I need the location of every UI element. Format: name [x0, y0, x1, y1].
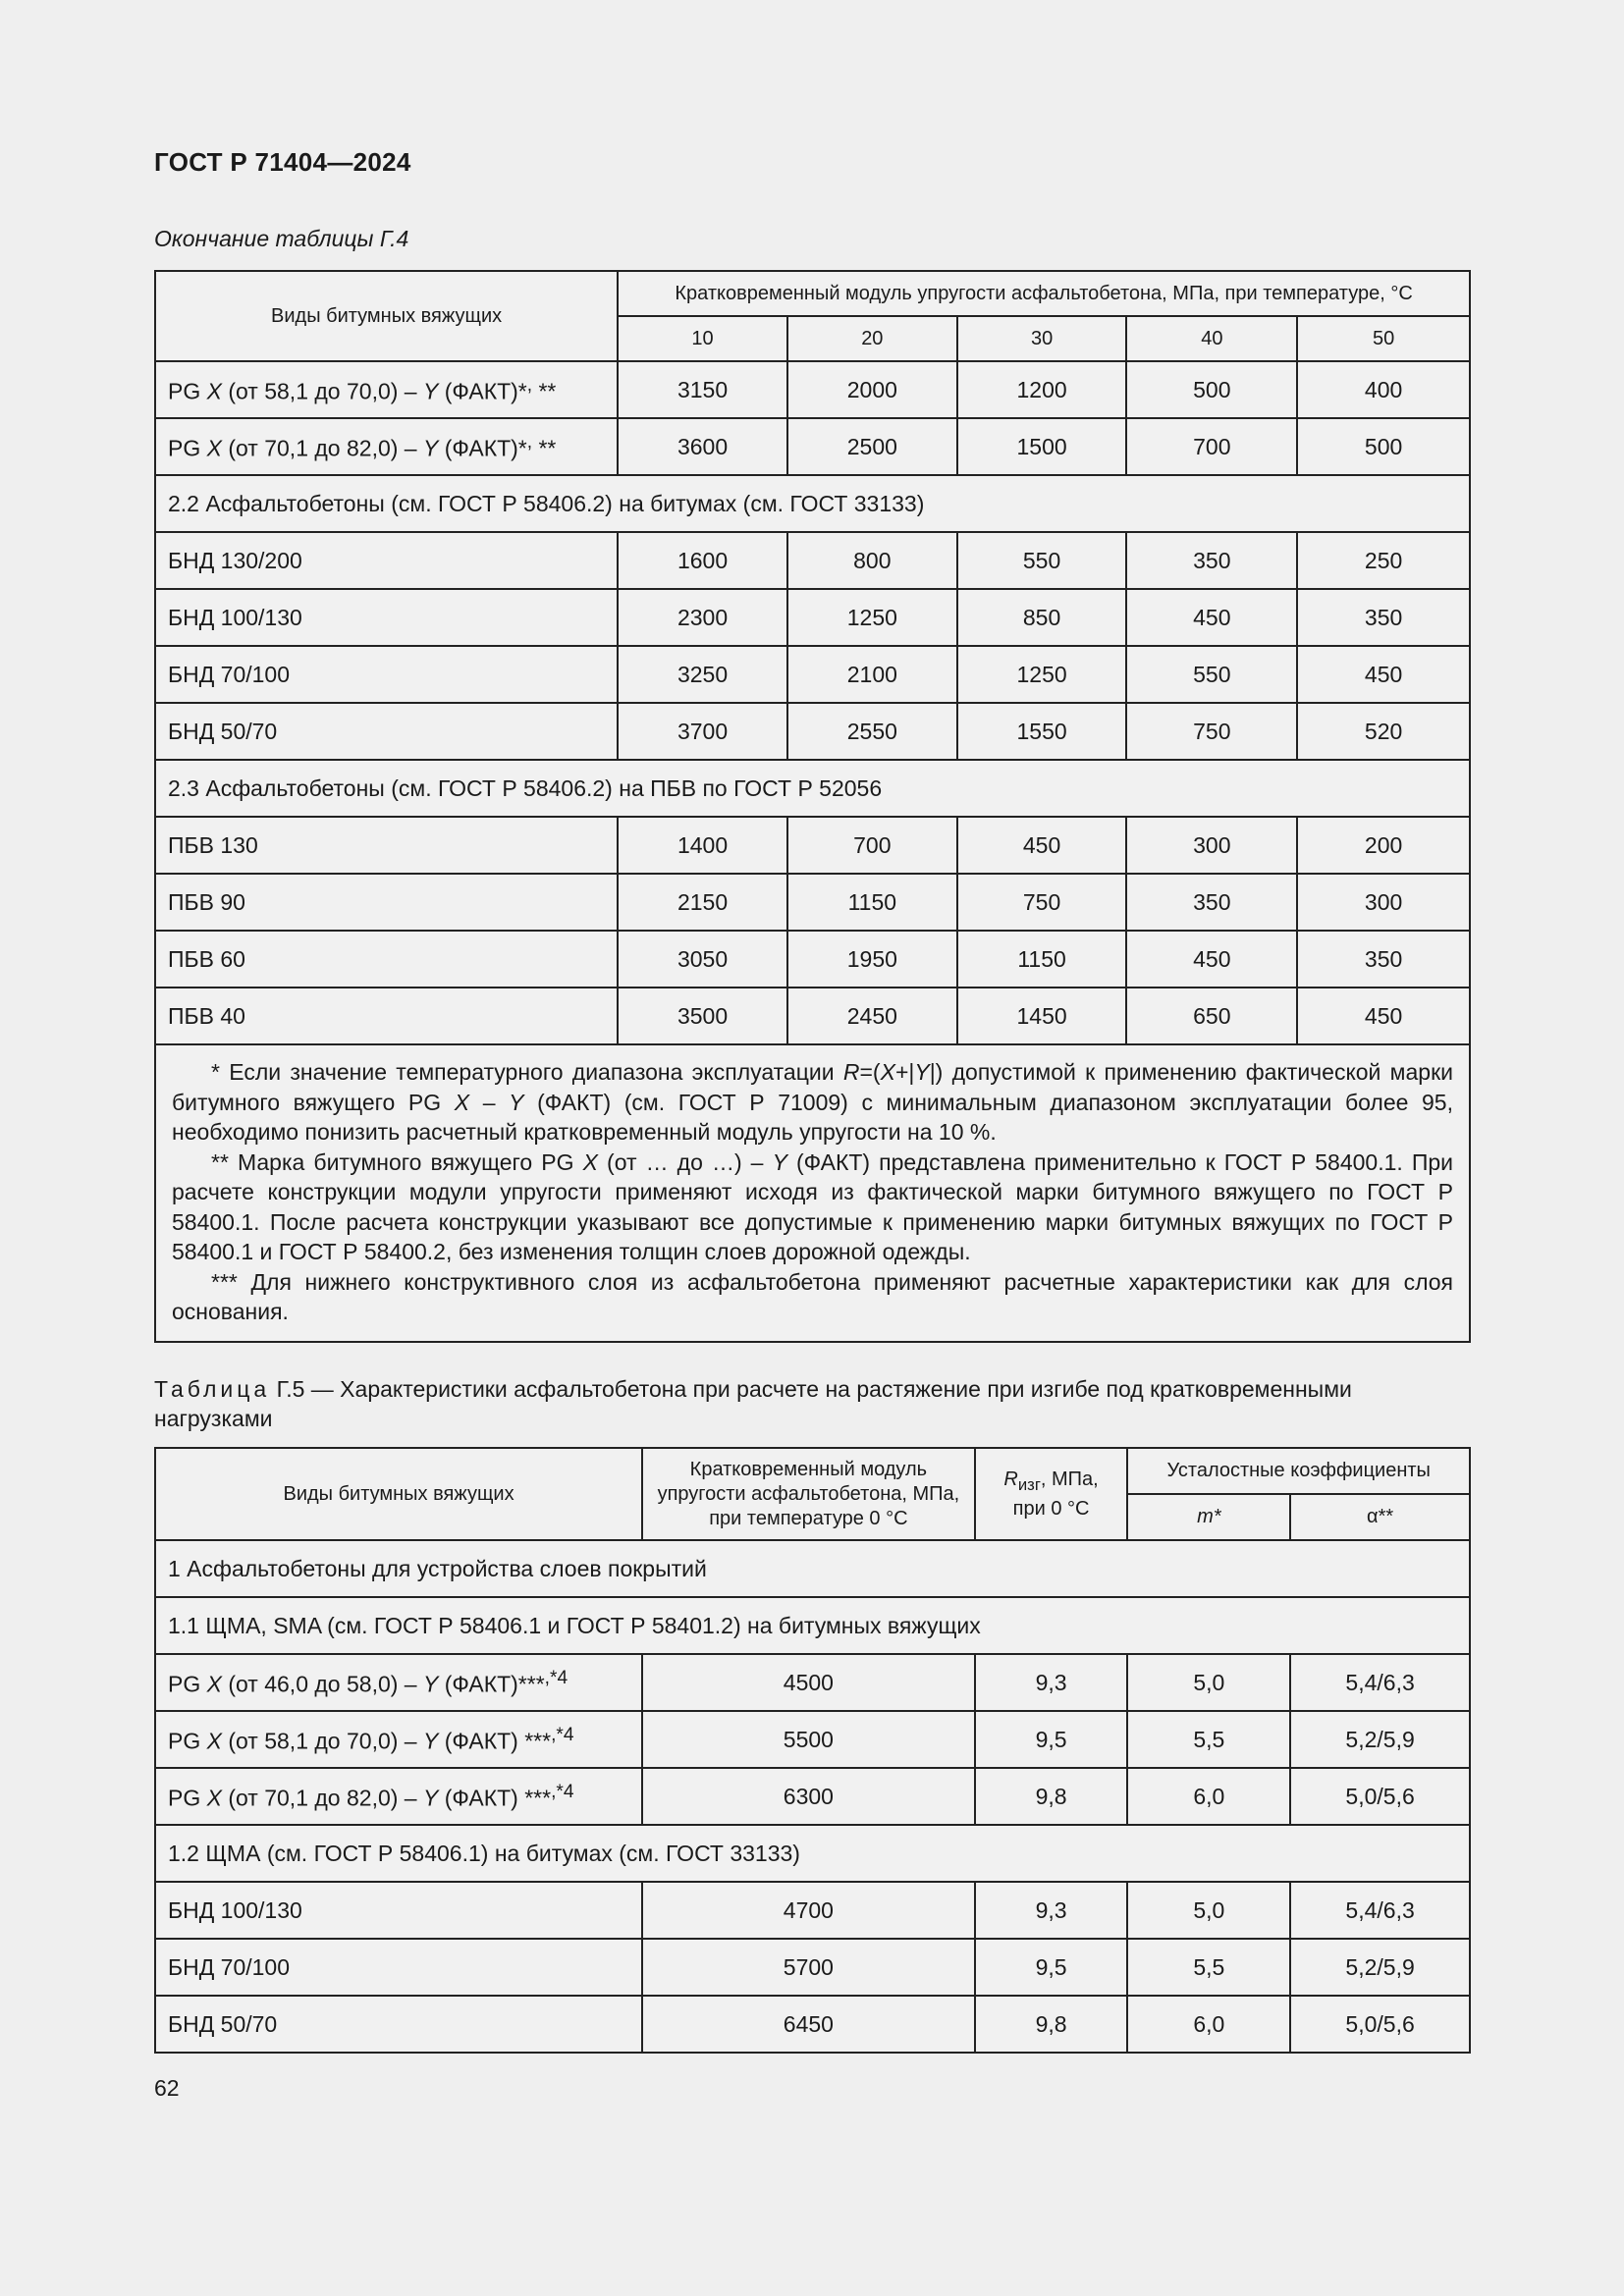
column-header-modulus: Кратковременный модуль упругости асфальтобетона, МПа, при температуре, °С	[618, 271, 1470, 316]
value-cell: 1450	[957, 988, 1127, 1044]
value-cell: 3150	[618, 361, 787, 418]
binder-label: БНД 50/70	[155, 703, 618, 760]
value-cell: 9,8	[975, 1996, 1128, 2053]
binder-label: ПБВ 90	[155, 874, 618, 931]
table-row	[155, 874, 1470, 931]
value-cell: 5,5	[1127, 1939, 1290, 1996]
value-cell: 350	[1297, 931, 1470, 988]
value-cell: 9,5	[975, 1939, 1128, 1996]
value-cell: 3250	[618, 646, 787, 703]
binder-label: PG X (от 70,1 до 82,0) – Y (ФАКТ) ***$^{,*4}$	[155, 1768, 642, 1825]
column-header-modulus: Кратковременный модуль упругости асфальтобетона, МПа, при температуре 0 °С	[642, 1448, 975, 1540]
table-row	[155, 646, 1470, 703]
value-cell: 1400	[618, 817, 787, 874]
temp-header: 10	[618, 316, 787, 361]
value-cell: 450	[957, 817, 1127, 874]
value-cell: 5500	[642, 1711, 975, 1768]
section-header: 2.2 Асфальтобетоны (см. ГОСТ Р 58406.2) на битумах (см. ГОСТ 33133)	[155, 475, 1470, 532]
value-cell: 4700	[642, 1882, 975, 1939]
value-cell: 3600	[618, 418, 787, 475]
column-header-binder: Виды битумных вяжущих	[155, 271, 618, 361]
value-cell: 750	[1126, 703, 1297, 760]
section-header: 1.1 ЩМА, SMA (см. ГОСТ Р 58406.1 и ГОСТ Р 58401.2) на битумных вяжущих	[155, 1597, 1470, 1654]
value-cell: 250	[1297, 532, 1470, 589]
value-cell: 6450	[642, 1996, 975, 2053]
value-cell: 5,2/5,9	[1290, 1939, 1470, 1996]
value-cell: 1600	[618, 532, 787, 589]
page-number: 62	[154, 2075, 180, 2101]
binder-label: БНД 130/200	[155, 532, 618, 589]
value-cell: 450	[1297, 646, 1470, 703]
value-cell: 450	[1297, 988, 1470, 1044]
value-cell: 6,0	[1127, 1768, 1290, 1825]
value-cell: 800	[787, 532, 957, 589]
table-notes	[155, 1044, 1470, 1342]
binder-label: ПБВ 130	[155, 817, 618, 874]
value-cell: 1250	[957, 646, 1127, 703]
value-cell: 9,3	[975, 1654, 1128, 1711]
footnote-1: * Если значение температурного диапазона эксплуатации R=(X+|Y|) допустимой к применению фактической марки битумного вяжущего PG X – Y (ФАКТ) (см. ГОСТ Р 71009) с минимальным диапазоном эксплуатации более 95, необходимо понизить расчетный кратковременный модуль упругости на 10 %.	[172, 1059, 1453, 1145]
table-caption: Окончание таблицы Г.4	[154, 226, 409, 251]
value-cell: 550	[957, 532, 1127, 589]
table-row	[155, 1768, 1470, 1825]
value-cell: 1150	[787, 874, 957, 931]
value-cell: 2100	[787, 646, 957, 703]
column-header-binder: Виды битумных вяжущих	[155, 1448, 642, 1540]
value-cell: 1200	[957, 361, 1127, 418]
value-cell: 9,3	[975, 1882, 1128, 1939]
value-cell: 350	[1297, 589, 1470, 646]
value-cell: 520	[1297, 703, 1470, 760]
footnote-2: ** Марка битумного вяжущего PG X (от … до …) – Y (ФАКТ) представлена применительно к ГОСТ Р 58400.1. При расчете конструкции модули упругости применяют исходя из фактической марки битумного вяжущего по ГОСТ Р 58400.1. После расчета конструкции указывают все допустимые к применению марки битумных вяжущих по ГОСТ Р 58400.1 и ГОСТ Р 58400.2, без изменения толщин слоев дорожной одежды.	[172, 1148, 1454, 1264]
value-cell: 350	[1126, 874, 1297, 931]
table-row	[155, 931, 1470, 988]
value-cell: 700	[1126, 418, 1297, 475]
value-cell: 4500	[642, 1654, 975, 1711]
table-row	[155, 1882, 1470, 1939]
section-header: 1 Асфальтобетоны для устройства слоев покрытий	[155, 1540, 1470, 1597]
value-cell: 700	[787, 817, 957, 874]
temp-header: 50	[1297, 316, 1470, 361]
binder-label: БНД 100/130	[155, 1882, 642, 1939]
value-cell: 1500	[957, 418, 1127, 475]
modulus-table	[154, 270, 1471, 1343]
column-header-alpha: α**	[1290, 1494, 1470, 1540]
value-cell: 500	[1126, 361, 1297, 418]
value-cell: 2300	[618, 589, 787, 646]
table-row	[155, 589, 1470, 646]
value-cell: 5700	[642, 1939, 975, 1996]
value-cell: 5,4/6,3	[1290, 1654, 1470, 1711]
value-cell: 5,0/5,6	[1290, 1996, 1470, 2053]
value-cell: 2000	[787, 361, 957, 418]
value-cell: 1150	[957, 931, 1127, 988]
value-cell: 3050	[618, 931, 787, 988]
value-cell: 1950	[787, 931, 957, 988]
value-cell: 650	[1126, 988, 1297, 1044]
binder-label: ПБВ 40	[155, 988, 618, 1044]
value-cell: 850	[957, 589, 1127, 646]
footnote-3: *** Для нижнего конструктивного слоя из асфальтобетона применяют расчетные характеристики как для слоя основания.	[172, 1268, 1453, 1324]
value-cell: 2550	[787, 703, 957, 760]
binder-label: PG X (от 46,0 до 58,0) – Y (ФАКТ)***$^{,*4}$	[155, 1654, 642, 1711]
binder-label: БНД 70/100	[155, 646, 618, 703]
section-header: 2.3 Асфальтобетоны (см. ГОСТ Р 58406.2) на ПБВ по ГОСТ Р 52056	[155, 760, 1470, 817]
value-cell: 9,5	[975, 1711, 1128, 1768]
table-row	[155, 1996, 1470, 2053]
table-row	[155, 532, 1470, 589]
table-row	[155, 1939, 1470, 1996]
value-cell: 6300	[642, 1768, 975, 1825]
value-cell: 3700	[618, 703, 787, 760]
value-cell: 750	[957, 874, 1127, 931]
value-cell: 6,0	[1127, 1996, 1290, 2053]
binder-label: ПБВ 60	[155, 931, 618, 988]
value-cell: 5,0/5,6	[1290, 1768, 1470, 1825]
value-cell: 300	[1126, 817, 1297, 874]
value-cell: 2500	[787, 418, 957, 475]
value-cell: 1250	[787, 589, 957, 646]
table-row	[155, 1654, 1470, 1711]
column-header-fatigue: Усталостные коэффициенты	[1127, 1448, 1470, 1494]
value-cell: 5,0	[1127, 1882, 1290, 1939]
value-cell: 2150	[618, 874, 787, 931]
value-cell: 9,8	[975, 1768, 1128, 1825]
table-row	[155, 361, 1470, 418]
value-cell: 5,4/6,3	[1290, 1882, 1470, 1939]
value-cell: 450	[1126, 589, 1297, 646]
value-cell: 550	[1126, 646, 1297, 703]
temp-header: 30	[957, 316, 1127, 361]
section-header: 1.2 ЩМА (см. ГОСТ Р 58406.1) на битумах (см. ГОСТ 33133)	[155, 1825, 1470, 1882]
value-cell: 5,5	[1127, 1711, 1290, 1768]
temp-header: 20	[787, 316, 957, 361]
table-row	[155, 817, 1470, 874]
table-row	[155, 418, 1470, 475]
binder-label: PG X (от 58,1 до 70,0) – Y (ФАКТ) ***$^{,*4}$	[155, 1711, 642, 1768]
value-cell: 350	[1126, 532, 1297, 589]
document-code: ГОСТ Р 71404—2024	[154, 147, 411, 177]
table-row	[155, 703, 1470, 760]
value-cell: 2450	[787, 988, 957, 1044]
table-row	[155, 1711, 1470, 1768]
table-caption: Таблица Г.5 — Характеристики асфальтобетона при расчете на растяжение при изгибе под кратковременными нагрузками	[154, 1376, 1352, 1431]
temp-header: 40	[1126, 316, 1297, 361]
value-cell: 200	[1297, 817, 1470, 874]
binder-label: БНД 70/100	[155, 1939, 642, 1996]
bending-table	[154, 1447, 1471, 2054]
column-header-strength: $R_{изг}$, МПа, при 0 °С	[975, 1448, 1128, 1540]
table-row	[155, 988, 1470, 1044]
binder-label: БНД 100/130	[155, 589, 618, 646]
value-cell: 400	[1297, 361, 1470, 418]
binder-label: БНД 50/70	[155, 1996, 642, 2053]
value-cell: 500	[1297, 418, 1470, 475]
binder-label: PG X (от 58,1 до 70,0) – Y (ФАКТ)*, **	[155, 361, 618, 418]
value-cell: 1550	[957, 703, 1127, 760]
value-cell: 450	[1126, 931, 1297, 988]
value-cell: 5,0	[1127, 1654, 1290, 1711]
value-cell: 3500	[618, 988, 787, 1044]
value-cell: 5,2/5,9	[1290, 1711, 1470, 1768]
value-cell: 300	[1297, 874, 1470, 931]
binder-label: PG X (от 70,1 до 82,0) – Y (ФАКТ)*, **	[155, 418, 618, 475]
column-header-m: m*	[1127, 1494, 1290, 1540]
